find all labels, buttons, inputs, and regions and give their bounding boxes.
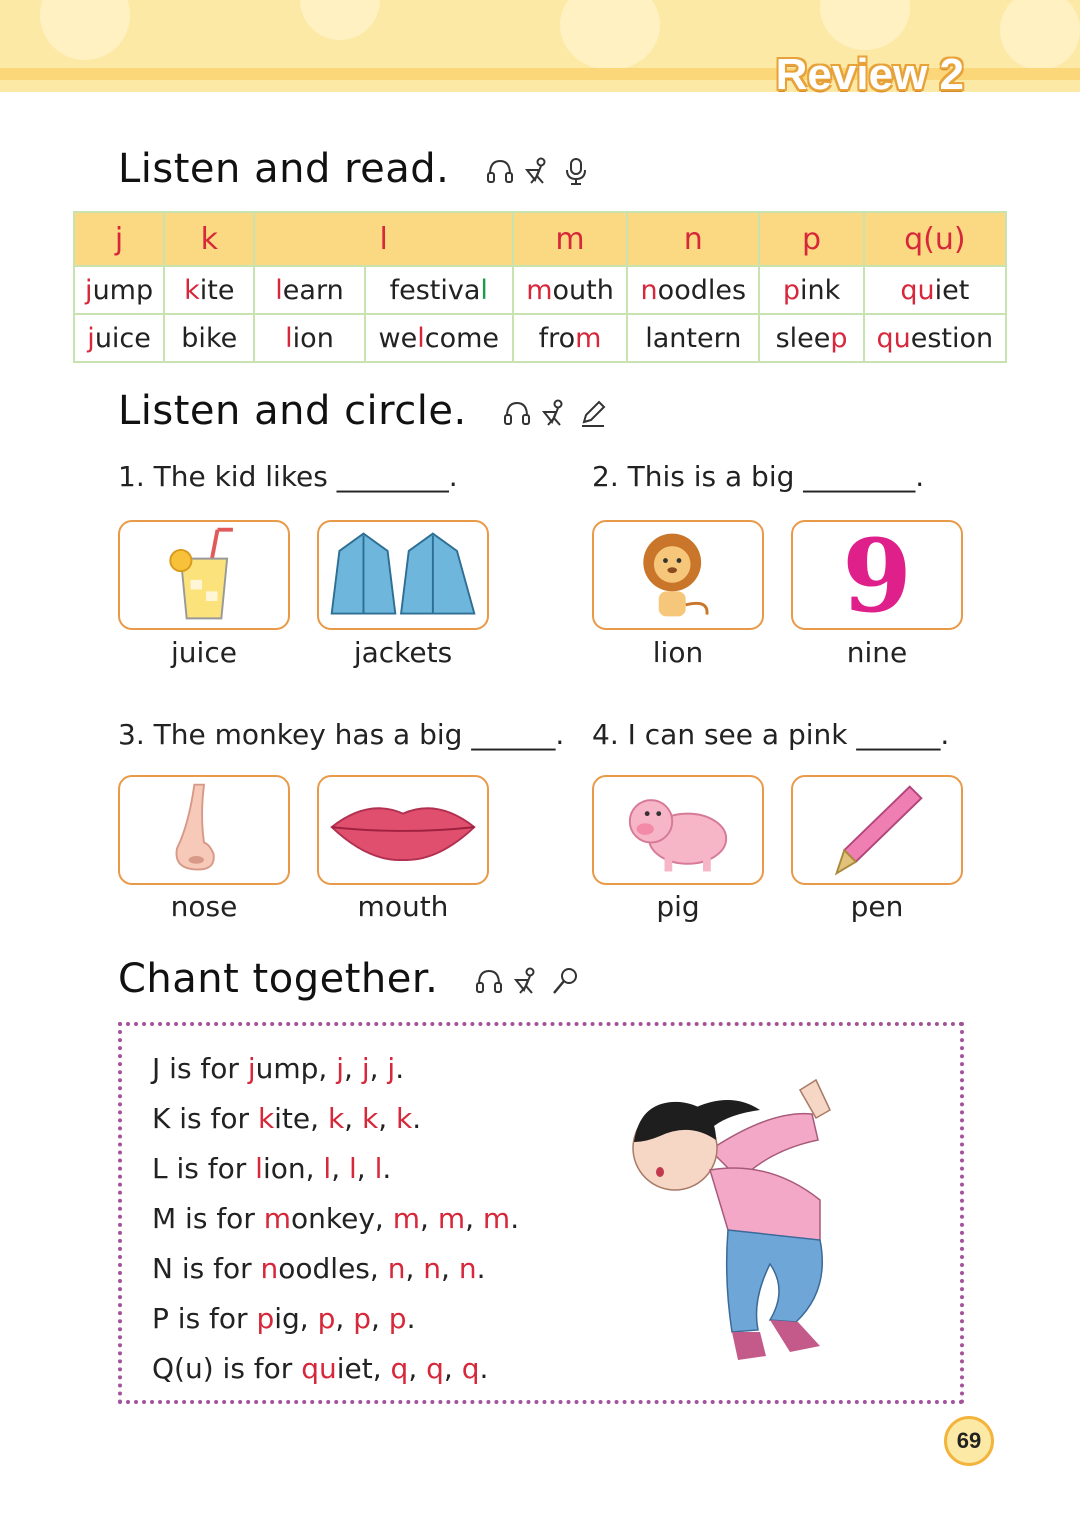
option-nose[interactable] [118,775,290,885]
microphone-icon [561,156,591,186]
word-cell: juice [74,314,164,362]
read-icon [523,156,553,186]
option-mouth[interactable] [317,775,489,885]
table-header-row [74,212,1006,266]
word-cell: sleep [759,314,863,362]
option-label: nine [846,636,908,669]
option-jackets[interactable] [317,520,489,630]
question-4: 4. I can see a pink ______. [592,718,950,751]
word-cell: jump [74,266,164,314]
option-pen[interactable] [791,775,963,885]
word-cell: question [864,314,1006,362]
question-2: 2. This is a big ________. [592,460,925,493]
option-label: pen [850,890,904,923]
activity-icons [485,156,591,186]
question-1: 1. The kid likes ________. [118,460,458,493]
option-juice[interactable] [118,520,290,630]
chant-line: K is for kite, k, k, k. [152,1102,422,1135]
strawberry-pattern [300,0,380,40]
option-label: pig [656,890,700,923]
option-label: jackets [353,636,453,669]
activity-icons [502,398,608,428]
header-cell: p [759,212,863,266]
chant-line: P is for pig, p, p, p. [152,1302,416,1335]
juice-icon [120,522,288,628]
header-cell: m [513,212,627,266]
girl-illustration [620,1070,860,1370]
read-icon [540,398,570,428]
pig-icon [594,777,762,883]
chant-line: M is for monkey, m, m, m. [152,1202,520,1235]
word-cell: from [513,314,627,362]
section-heading-listen-circle [118,388,608,434]
jacket-icon [319,522,487,628]
pencil-icon [578,398,608,428]
heading-text: Listen and read. [118,146,450,192]
word-cell: lantern [627,314,759,362]
nine-digit: 9 [842,520,912,630]
header-cell: n [627,212,759,266]
lion-icon [594,522,762,628]
option-label: juice [171,636,237,669]
chant-line: Q(u) is for quiet, q, q, q. [152,1352,489,1385]
option-label: mouth [357,890,449,923]
table-row [74,266,1006,314]
strawberry-pattern [820,0,910,50]
option-lion[interactable] [592,520,764,630]
header-cell: j [74,212,164,266]
word-cell: learn [254,266,364,314]
option-pig[interactable] [592,775,764,885]
nose-icon [120,777,288,883]
word-cell: lion [254,314,364,362]
heading-text: Chant together. [118,956,439,1002]
header-cell: k [164,212,254,266]
header-cell: q(u) [864,212,1006,266]
option-label: nose [170,890,238,923]
word-cell: noodles [627,266,759,314]
activity-icons [474,966,580,996]
strawberry-pattern [1000,0,1080,70]
page-number: 69 [944,1416,994,1466]
review-title: Review 2 [775,50,964,99]
word-cell: festival [365,266,513,314]
lips-icon [319,777,487,883]
headphones-icon [502,398,532,428]
phonics-table [73,211,1007,363]
strawberry-pattern [40,0,130,60]
read-icon [512,966,542,996]
pen-icon [793,777,961,883]
headphones-icon [485,156,515,186]
section-heading-listen-read [118,146,591,192]
question-3: 3. The monkey has a big ______. [118,718,565,751]
word-cell: welcome [365,314,513,362]
heading-text: Listen and circle. [118,388,467,434]
word-cell: bike [164,314,254,362]
table-row [74,314,1006,362]
word-cell: quiet [864,266,1006,314]
chant-line: N is for noodles, n, n, n. [152,1252,486,1285]
chant-line: L is for lion, l, l, l. [152,1152,392,1185]
chant-line: J is for jump, j, j, j. [152,1052,405,1085]
word-cell: kite [164,266,254,314]
option-label: lion [652,636,704,669]
word-cell: mouth [513,266,627,314]
mic-stand-icon [550,966,580,996]
option-nine[interactable] [791,520,963,630]
header-cell: l [254,212,513,266]
headphones-icon [474,966,504,996]
section-heading-chant [118,956,580,1002]
word-cell: pink [759,266,863,314]
strawberry-pattern [560,0,660,70]
